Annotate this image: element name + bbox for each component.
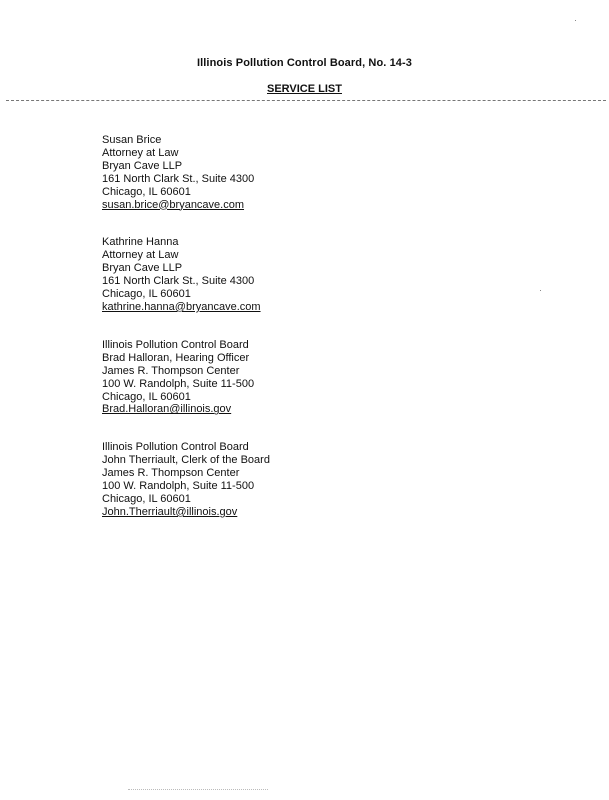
entry-organization: Bryan Cave LLP bbox=[102, 262, 183, 275]
scan-speck bbox=[575, 20, 576, 21]
entry-name: Kathrine Hanna bbox=[102, 236, 179, 249]
entry-title: Brad Halloran, Hearing Officer bbox=[102, 351, 250, 364]
entry-city: Chicago, IL 60601 bbox=[102, 492, 191, 505]
entry-email-link[interactable]: Brad.Halloran@illinois.gov bbox=[102, 403, 232, 416]
entry-city: Chicago, IL 60601 bbox=[102, 288, 191, 301]
service-entry bbox=[102, 339, 432, 416]
entry-email-link[interactable]: John.Therriault@illinois.gov bbox=[102, 505, 238, 518]
entry-address: 161 North Clark St., Suite 4300 bbox=[102, 172, 255, 185]
service-entry bbox=[102, 441, 432, 518]
document-title: Illinois Pollution Control Board, No. 14-3 bbox=[196, 57, 413, 69]
scan-speck bbox=[540, 290, 541, 291]
entry-title: Attorney at Law bbox=[102, 249, 179, 262]
entry-email-link[interactable]: kathrine.hanna@bryancave.com bbox=[102, 300, 261, 313]
service-list-heading: SERVICE LIST bbox=[267, 83, 342, 95]
header-divider bbox=[6, 100, 606, 101]
entry-email-link[interactable]: susan.brice@bryancave.com bbox=[102, 198, 245, 211]
entry-city: Chicago, IL 60601 bbox=[102, 185, 191, 198]
service-entry bbox=[102, 134, 432, 211]
entry-name: Susan Brice bbox=[102, 134, 162, 146]
entry-city: Chicago, IL 60601 bbox=[102, 390, 191, 403]
entry-organization: James R. Thompson Center bbox=[102, 467, 240, 480]
entry-address: 100 W. Randolph, Suite 11-500 bbox=[102, 480, 255, 493]
service-list bbox=[102, 134, 432, 544]
entry-address: 100 W. Randolph, Suite 11-500 bbox=[102, 377, 255, 390]
entry-organization: Bryan Cave LLP bbox=[102, 159, 183, 172]
entry-name: Illinois Pollution Control Board bbox=[102, 441, 249, 454]
scan-noise bbox=[128, 789, 268, 790]
entry-title: Attorney at Law bbox=[102, 146, 179, 159]
entry-name: Illinois Pollution Control Board bbox=[102, 338, 249, 351]
service-entry bbox=[102, 236, 432, 313]
entry-address: 161 North Clark St., Suite 4300 bbox=[102, 275, 255, 288]
entry-organization: James R. Thompson Center bbox=[102, 364, 240, 377]
entry-title: John Therriault, Clerk of the Board bbox=[102, 454, 270, 467]
